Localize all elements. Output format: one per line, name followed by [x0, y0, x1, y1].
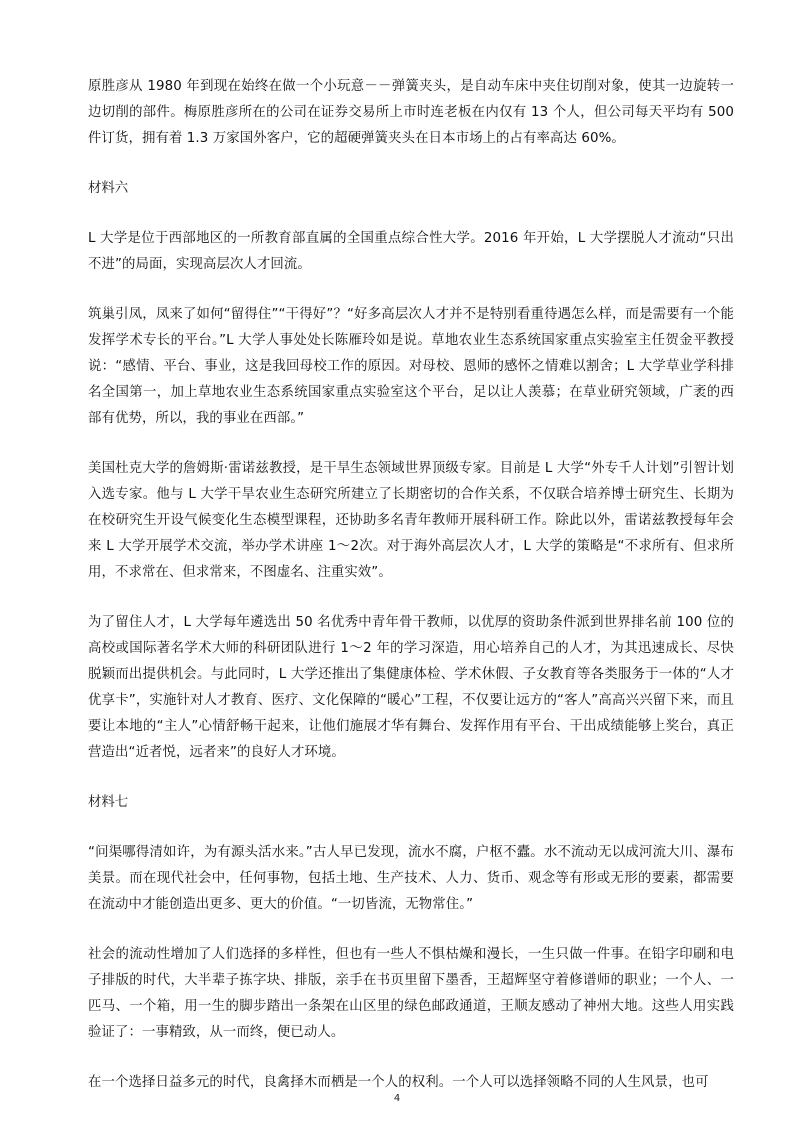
paragraph-one-thing-lifetime: 社会的流动性增加了人们选择的多样性，但也有一些人不惧枯燥和漫长，一生只做一件事。在铅字印刷和电子排版的时代，大半辈子拣字块、排版，亲手在书页里留下墨香，王超辉坚守着修谱师的职业；一个人、一匹马、一个箱，用一生的脚步踏出一条架在山区里的绿色邮政通道，王顺友感动了神州大地。这些人用实践验证了：一事精致，从一而终，便已动人。 [88, 947, 734, 1040]
paragraph-choice-era: 在一个选择日益多元的时代，良禽择木而栖是一个人的权利。一个人可以选择领略不同的人生风景，也可 [88, 1075, 709, 1090]
paragraph-flowing-water: “问渠哪得清如许，为有源头活水来。”古人早已发现，流水不腐，户枢不蠹。水不流动无以成河流大川、瀑布美景。而在现代社会中，任何事物，包括土地、生产技术、人力、货币、观念等有形或无形的要素，都需要在流动中才能创造出更多、更大的价值。“一切皆流，无物常住。” [88, 845, 734, 912]
paragraph-l-university-intro: L 大学是位于西部地区的一所教育部直属的全国重点综合性大学。2016 年开始，L 大学摆脱人才流动“只出不进”的局面，实现高层次人才回流。 [88, 231, 734, 272]
section-heading-material-seven: 材料七 [88, 795, 129, 810]
document-body [88, 74, 734, 1120]
paragraph-continuation: 原胜彦从 1980 年到现在始终在做一个小玩意－－弹簧夹头，是自动车床中夹住切削对象，使其一边旋转一边切削的部件。梅原胜彦所在的公司在证券交易所上市时连老板在内仅有 13 个人，但公司每天平均有 500 件订货，拥有着 1.3 万家国外客户，它的超硬弹簧夹头在日本市场上的占有率高达 60%。 [88, 79, 734, 146]
paragraph-retain-talent: 筑巢引凤，凤来了如何“留得住”“干得好”？“好多高层次人才并不是特别看重待遇怎么样，而是需要有一个能发挥学术专长的平台。”L 大学人事处处长陈雁玲如是说。草地农业生态系统国家重点实验室主任贺金平教授说：“感情、平台、事业，这是我回母校工作的原因。对母校、恩师的感怀之情难以割舍；L 大学草业学科排名全国第一，加上草地农业生态系统国家重点实验室这个平台，足以让人羡慕；在草业研究领域，广袤的西部有优势，所以，我的事业在西部。” [88, 307, 734, 426]
paragraph-talent-measures: 为了留住人才，L 大学每年遴选出 50 名优秀中青年骨干教师，以优厚的资助条件派到世界排名前 100 位的高校或国际著名学术大师的科研团队进行 1～2 年的学习深造，用心培养自己的人才，为其迅速成长、尽快脱颖而出提供机会。与此同时，L 大学还推出了集健康体检、学术休假、子女教育等各类服务于一体的“人才优享卡”，实施针对人才教育、医疗、文化保障的“暖心”工程，不仅要让远方的“客人”高高兴兴留下来，而且要让本地的“主人”心情舒畅干起来，让他们施展才华有舞台、发挥作用有平台、干出成绩能够上奖台，真正营造出“近者悦，远者来”的良好人才环境。 [88, 615, 734, 760]
section-heading-material-six: 材料六 [88, 181, 129, 196]
paragraph-reynolds: 美国杜克大学的詹姆斯·雷诺兹教授，是干旱生态领域世界顶级专家。目前是 L 大学“外专千人计划”引智计划入选专家。他与 L 大学干旱农业生态研究所建立了长期密切的合作关系，不仅联合培养博士研究生、长期为在校研究生开设气候变化生态模型课程，还协助多名青年教师开展科研工作。除此以外，雷诺兹教授每年会来 L 大学开展学术交流，举办学术讲座 1～2次。对于海外高层次人才，L 大学的策略是“不求所有、但求所用，不求常在、但求常来，不图虚名、注重实效”。 [88, 461, 734, 580]
page-number: 4 [393, 1093, 401, 1104]
